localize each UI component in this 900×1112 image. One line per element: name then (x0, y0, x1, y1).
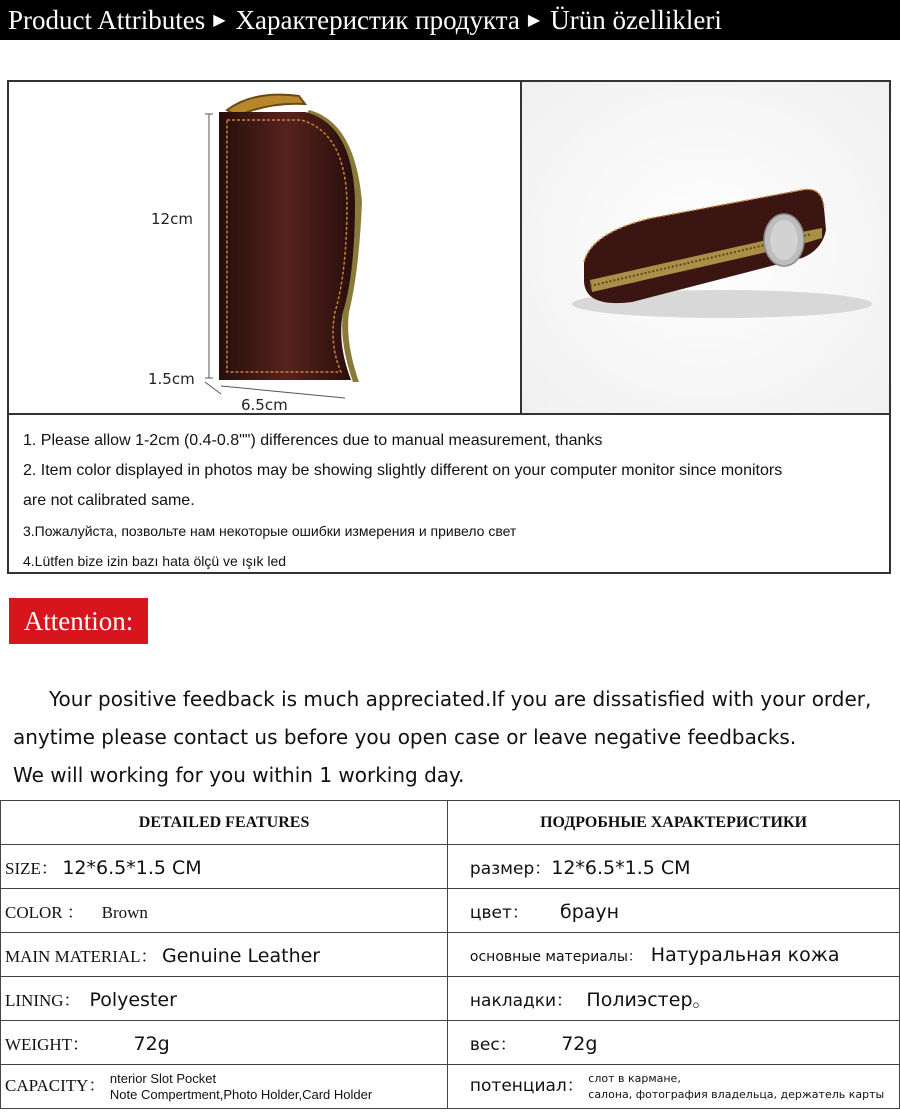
spec-label-ru: основные материалы： (469, 948, 642, 965)
spec-value-ru: 72g (561, 1033, 598, 1055)
dimension-photo (9, 82, 522, 415)
table-row (1, 1021, 900, 1065)
spec-value-ru: Натуральная кожа (650, 943, 840, 966)
arrow-right-icon: ▶ (213, 12, 226, 29)
table-row (1, 977, 900, 1021)
feedback-line: We will working for you within 1 working day. (13, 763, 465, 787)
header-detailed-features: DETAILED FEATURES (1, 801, 448, 845)
product-photo-box (7, 80, 891, 574)
note-item: 3.Пожалуйста, позвольте нам некоторые ошибки измерения и привело свет (23, 523, 517, 539)
note-item: are not calibrated same. (23, 492, 195, 509)
feedback-line: anytime please contact us before you open case or leave negative feedbacks. (13, 725, 797, 749)
spec-label: SIZE： (5, 859, 58, 878)
table-row (1, 889, 900, 933)
feedback-message (13, 680, 883, 794)
note-item: 1. Please allow 1-2cm (0.4-0.8"") differences due to manual measurement, thanks (23, 432, 603, 449)
header-title-en: Product Attributes (8, 4, 206, 35)
measurement-notes (23, 426, 883, 576)
spec-value-ru: Полиэстер。 (586, 989, 712, 1011)
header-title-tr: Ürün özellikleri (550, 4, 722, 35)
spec-table-header (1, 801, 900, 845)
spec-value: Genuine Leather (161, 945, 321, 967)
dimension-height-label: 12cm (151, 210, 193, 228)
spec-label-ru: потенциал： (469, 1075, 584, 1096)
table-row (1, 933, 900, 977)
dimension-width-label: 6.5cm (241, 396, 288, 414)
angle-photo (522, 82, 889, 415)
spec-value-ru: 12*6.5*1.5 CM (551, 857, 691, 879)
spec-table (0, 800, 900, 1109)
spec-value: 12*6.5*1.5 CM (62, 857, 202, 879)
dimension-depth-label: 1.5cm (148, 370, 195, 388)
spec-value-capacity: nterior Slot Pocket Note Compertment,Photo Holder,Card Holder (109, 1070, 373, 1102)
spec-label: MAIN MATERIAL： (5, 947, 158, 966)
note-item: 4.Lütfen bize izin bazı hata ölçü ve ışık led (23, 553, 287, 569)
spec-label-ru: размер： (469, 859, 552, 879)
attention-badge: Attention: (9, 598, 148, 644)
feedback-line: Your positive feedback is much appreciated.If you are dissatisfied with your order, (49, 687, 872, 711)
arrow-right-icon: ▶ (527, 12, 541, 29)
spec-label: CAPACITY： (5, 1075, 106, 1095)
spec-label: WEIGHT： (5, 1035, 90, 1054)
wallet-front-illustration (9, 82, 522, 415)
spec-value: Brown (101, 903, 148, 922)
note-item: 2. Item color displayed in photos may be showing slightly different on your computer monitor since monitors (23, 462, 783, 479)
spec-label-ru: накладки： (469, 991, 574, 1011)
spec-label-ru: цвет： (469, 903, 529, 923)
header-title-ru: Характеристик продукта (235, 4, 520, 35)
table-row (1, 845, 900, 889)
spec-value: Polyester (89, 989, 177, 1011)
table-row (1, 1065, 900, 1109)
spec-label-ru: вес： (469, 1035, 517, 1055)
header-bar (0, 0, 900, 40)
wallet-side-illustration (522, 82, 889, 415)
spec-value-ru: браун (559, 901, 620, 923)
spec-label: COLOR ： (5, 903, 84, 922)
header-detailed-features-ru: ПОДРОБНЫЕ ХАРАКТЕРИСТИКИ (448, 801, 900, 845)
spec-value-capacity-ru: слот в кармане, салона, фотография владельца, держатель карты (588, 1071, 885, 1101)
spec-value: 72g (133, 1033, 170, 1055)
spec-label: LINING： (5, 991, 81, 1010)
